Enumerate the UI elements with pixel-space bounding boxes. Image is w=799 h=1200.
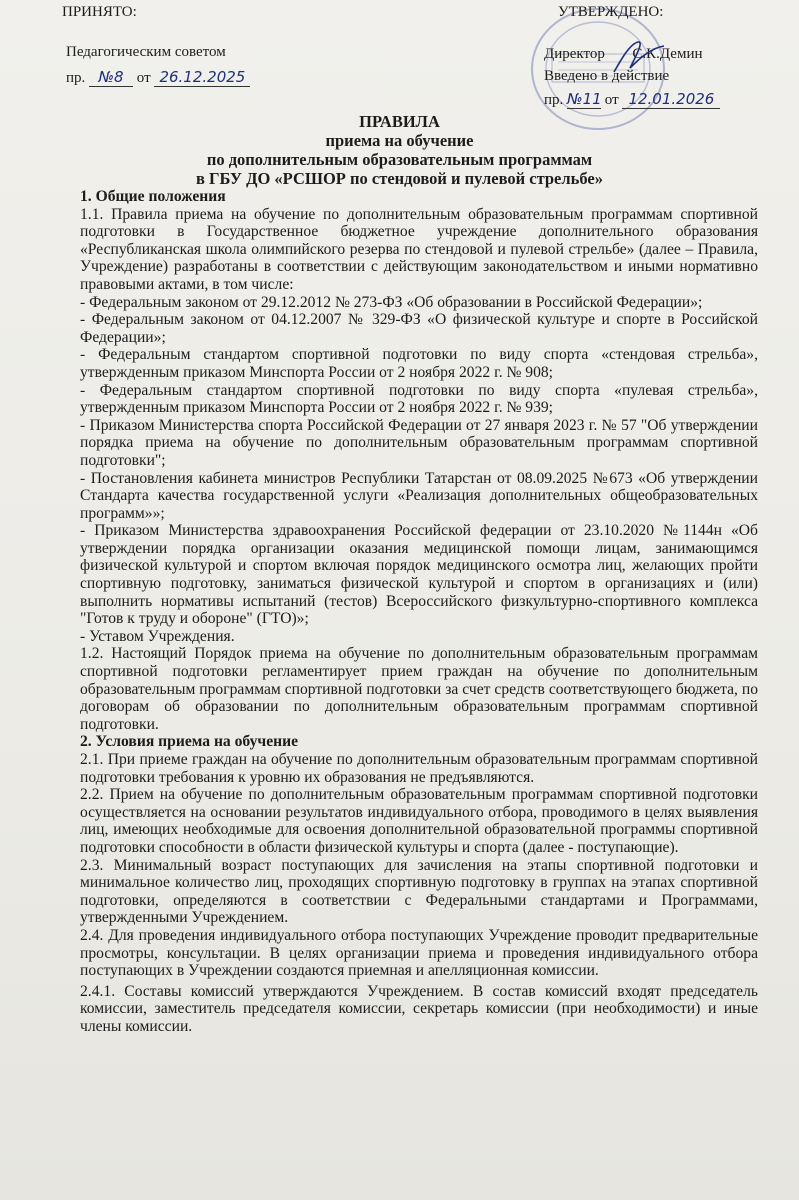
list-item: - Приказом Министерства спорта Российской Федерации от 27 января 2023 г. № 57 "Об утверждении порядка приема на обучение по дополнительным образовательным программам спортивной подготовки"; [80, 416, 758, 469]
enacted-protocol [544, 90, 720, 109]
paragraph-1-2: 1.2. Настоящий Порядок приема на обучение по дополнительным образовательным программам спортивной подготовки регламентирует прием граждан на обучение по дополнительным образовательным программам спортивной подготовки за счет средств соответствующего бюджета, по договорам об образовании по дополнительным образовательным программам спортивной подготовки. [80, 645, 758, 733]
section-2-heading: 2. Условия приема на обучение [80, 733, 299, 751]
enacted-protocol-number: №11 [567, 90, 602, 108]
paragraph-1-1: 1.1. Правила приема на обучение по дополнительным образовательным программам спортивной подготовки в Государственное бюджетное учреждение дополнительного образования «Республиканская школа олимпийского резерва по стендовой и пулевой стрельбе» (далее – Правила, Учреждение) разработаны в соответствии с действующим законодательством и иными нормативно правовыми актами, в том числе: [80, 205, 758, 293]
enacted-ot-label: от [604, 92, 619, 108]
approved-title: УТВЕРЖДЕНО: [558, 4, 664, 20]
accepted-by: Педагогическим советом [66, 44, 226, 60]
doc-title: ПРАВИЛА [359, 112, 440, 131]
paragraph-2-4-1: 2.4.1. Составы комиссий утверждаются Учреждением. В состав комиссий входят председатель комиссии, заместитель председателя комиссии, секретарь комиссии (при необходимости) и иные члены комиссии. [80, 982, 758, 1035]
doc-subtitle-1: приема на обучение [325, 131, 474, 150]
list-item: - Федеральным стандартом спортивной подготовки по виду спорта «стендовая стрельба», утвержденным приказом Минспорта России от 2 ноября 2022 г. № 908; [80, 346, 758, 381]
accepted-date: 26.12.2025 [154, 68, 250, 87]
list-item: - Приказом Министерства здравоохранения Российской федерации от 23.10.2020 №1144н «Об утверждении порядка организации оказания медицинской помощи лицам, занимающимся физической культурой и спортом включая порядок медицинского осмотра лиц, желающих пройти спортивную подготовку, заниматься физической культурой и спортом в организациях и (или) выполнить нормативы испытаний (тестов) Всероссийского физкультурно-спортивного комплекса "Готов к труду и обороне" (ГТО)»; [80, 522, 758, 628]
director-name: С.К.Демин [632, 46, 703, 62]
list-item: - Федеральным законом от 04.12.2007 № 329-ФЗ «О физической культуре и спорте в Российской Федерации»; [80, 311, 758, 346]
enacted-pr-label: пр. [544, 92, 564, 108]
section-1-heading: 1. Общие положения [80, 188, 226, 205]
list-item: - Уставом Учреждения. [80, 627, 235, 645]
enacted-date: 12.01.2026 [622, 90, 720, 109]
accepted-ot-label: от [136, 70, 151, 86]
paragraph-2-3: 2.3. Минимальный возраст поступающих для зачисления на этапы спортивной подготовки и минимальное количество лиц, проходящих спортивную подготовку в группах на этапах спортивной подготовки, определяются в соответствии с Федеральными стандартами и Программами, утвержденными Учреждением. [80, 856, 758, 927]
accepted-title: ПРИНЯТО: [62, 4, 137, 20]
list-item: - Постановления кабинета министров Республики Татарстан от 08.09.2025 №673 «Об утверждении Стандарта качества государственной услуги «Реализация дополнительных общеобразовательных программ»»; [80, 469, 758, 522]
enacted-label: Введено в действие [544, 68, 670, 84]
doc-subtitle-3: в ГБУ ДО «РСШОР по стендовой и пулевой стрельбе» [196, 169, 603, 188]
doc-subtitle-2: по дополнительным образовательным программам [206, 150, 593, 169]
accepted-protocol [66, 68, 250, 87]
list-item: - Федеральным законом от 29.12.2012 № 273-ФЗ «Об образовании в Российской Федерации»; [80, 293, 703, 311]
paragraph-2-2: 2.2. Прием на обучение по дополнительным образовательным программам спортивной подготовки осуществляется на основании результатов индивидуального отбора, проводимого в целях выявления лиц, имеющих необходимые для освоения дополнительной образовательной программы спортивной подготовки способности в области физической культуры и спорта (далее - поступающие). [80, 786, 758, 856]
accepted-protocol-number: №8 [89, 68, 133, 87]
list-item: - Федеральным стандартом спортивной подготовки по виду спорта «пулевая стрельба», утвержденным приказом Минспорта России от 2 ноября 2022 г. № 939; [80, 381, 758, 417]
paragraph-2-4: 2.4. Для проведения индивидуального отбора поступающих Учреждение проводит предварительные просмотры, консультации. В целях организации приема и проведения индивидуального отбора поступающих в Учреждении создаются приемная и апелляционная комиссии. [80, 926, 758, 980]
accepted-pr-label: пр. [66, 70, 86, 86]
director-label: Директор [544, 46, 605, 62]
paragraph-2-1: 2.1. При приеме граждан на обучение по дополнительным образовательным программам спортивной подготовки требования к уровню их образования не предъявляются. [80, 751, 758, 786]
document-body [80, 188, 758, 1036]
